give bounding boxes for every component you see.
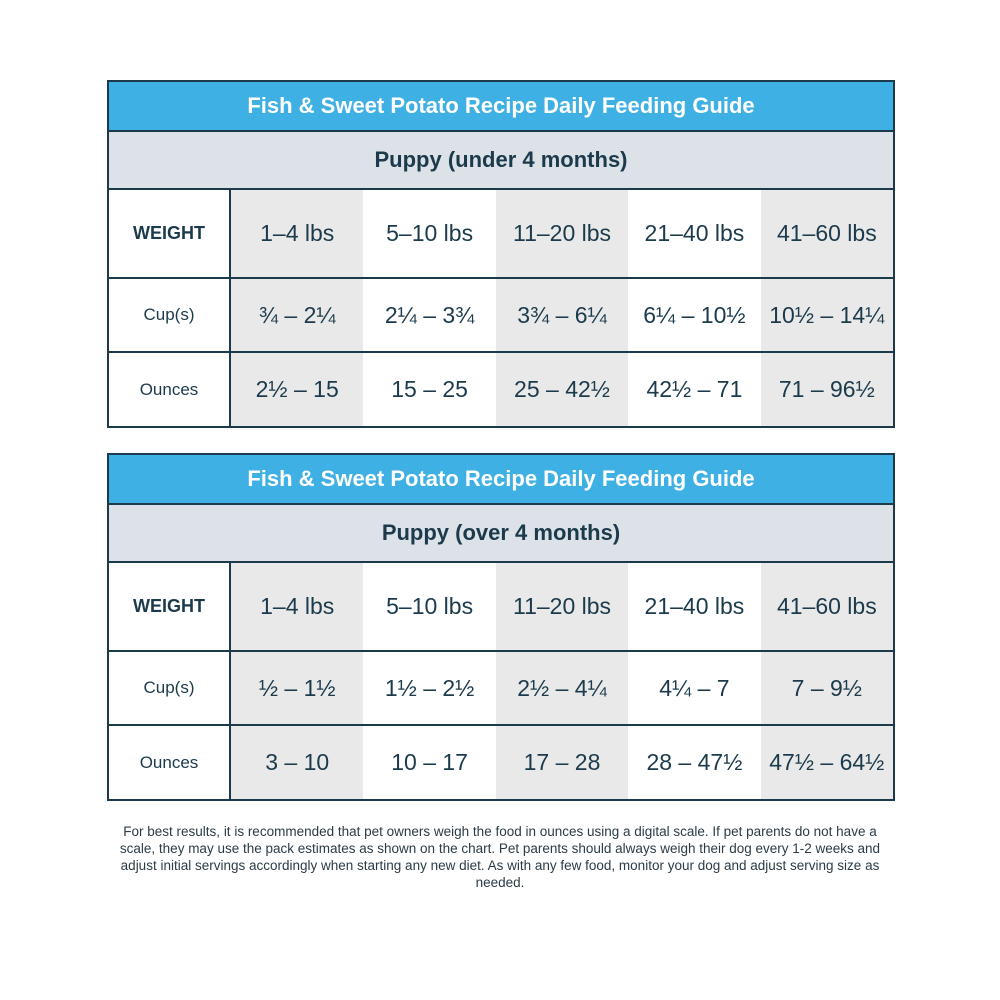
weight-cell: 41–60 lbs [761, 563, 893, 650]
weight-row [109, 563, 893, 652]
weight-label: WEIGHT [109, 563, 231, 650]
weight-cell: 21–40 lbs [628, 563, 760, 650]
ounces-cell: 3 – 10 [231, 726, 363, 799]
weight-row [109, 190, 893, 279]
cups-cell: ¾ – 2¼ [231, 279, 363, 351]
cups-row [109, 279, 893, 353]
weight-label: WEIGHT [109, 190, 231, 277]
ounces-label: Ounces [109, 726, 231, 799]
ounces-cell: 47½ – 64½ [761, 726, 893, 799]
guide-title: Fish & Sweet Potato Recipe Daily Feeding Guide [109, 455, 893, 505]
ounces-cell: 25 – 42½ [496, 353, 628, 426]
feeding-guide-under-4-months [107, 80, 895, 428]
weight-cell: 1–4 lbs [231, 563, 363, 650]
ounces-cell: 71 – 96½ [761, 353, 893, 426]
cups-row [109, 652, 893, 726]
weight-cell: 11–20 lbs [496, 190, 628, 277]
cups-label: Cup(s) [109, 652, 231, 724]
ounces-cell: 10 – 17 [363, 726, 495, 799]
feeding-table [109, 190, 893, 426]
ounces-cell: 17 – 28 [496, 726, 628, 799]
cups-label: Cup(s) [109, 279, 231, 351]
cups-cell: ½ – 1½ [231, 652, 363, 724]
weight-cell: 5–10 lbs [363, 190, 495, 277]
ounces-cell: 42½ – 71 [628, 353, 760, 426]
feeding-table [109, 563, 893, 799]
weight-cell: 5–10 lbs [363, 563, 495, 650]
cups-cell: 6¼ – 10½ [628, 279, 760, 351]
cups-cell: 2½ – 4¼ [496, 652, 628, 724]
ounces-label: Ounces [109, 353, 231, 426]
weight-cell: 1–4 lbs [231, 190, 363, 277]
cups-cell: 10½ – 14¼ [761, 279, 893, 351]
footnote: For best results, it is recommended that pet owners weigh the food in ounces using a digital scale. If pet parents do not have a scale, they may use the pack estimates as shown on the chart. Pet parents should always weigh their dog every 1-2 weeks and adjust initial servings accordingly when starting any new diet. As with any few food, monitor your dog and adjust serving size as needed. [119, 824, 881, 890]
feeding-guide-over-4-months [107, 453, 895, 801]
cups-cell: 1½ – 2½ [363, 652, 495, 724]
cups-cell: 7 – 9½ [761, 652, 893, 724]
ounces-row [109, 353, 893, 426]
cups-cell: 4¼ – 7 [628, 652, 760, 724]
ounces-row [109, 726, 893, 799]
weight-cell: 11–20 lbs [496, 563, 628, 650]
ounces-cell: 2½ – 15 [231, 353, 363, 426]
weight-cell: 41–60 lbs [761, 190, 893, 277]
ounces-cell: 28 – 47½ [628, 726, 760, 799]
cups-cell: 3¾ – 6¼ [496, 279, 628, 351]
guide-title: Fish & Sweet Potato Recipe Daily Feeding Guide [109, 82, 893, 132]
guide-subtitle: Puppy (under 4 months) [109, 132, 893, 190]
weight-cell: 21–40 lbs [628, 190, 760, 277]
guide-subtitle: Puppy (over 4 months) [109, 505, 893, 563]
ounces-cell: 15 – 25 [363, 353, 495, 426]
cups-cell: 2¼ – 3¾ [363, 279, 495, 351]
